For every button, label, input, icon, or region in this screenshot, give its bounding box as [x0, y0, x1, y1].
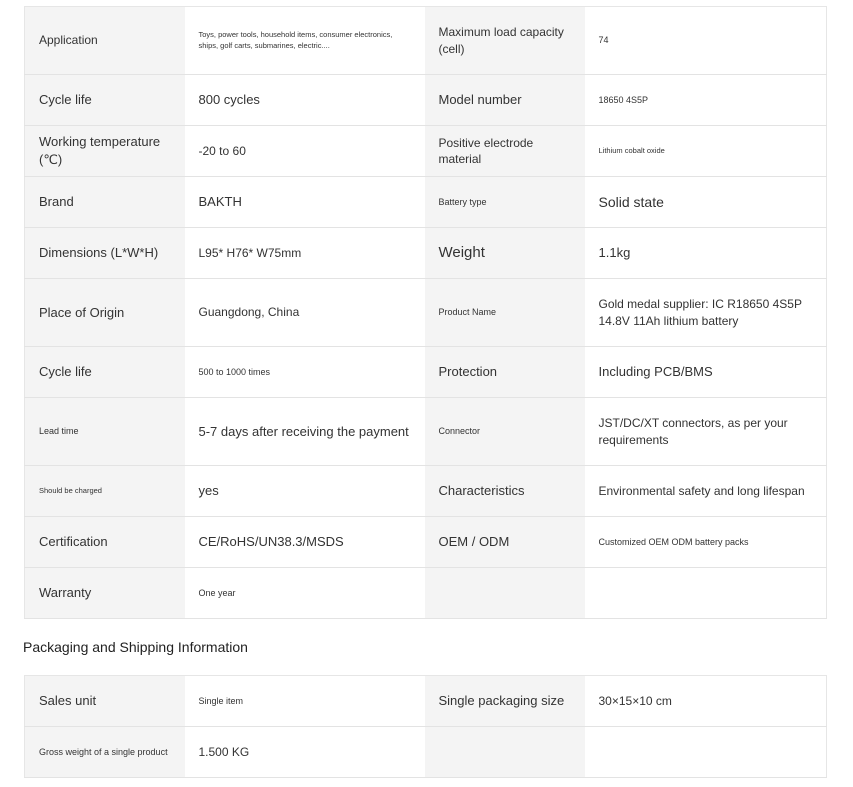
spec-value: 74	[585, 7, 827, 75]
spec-label: Lead time	[25, 398, 185, 466]
spec-value: Toys, power tools, household items, consumer electronics, ships, golf carts, submarines, electric....	[185, 7, 425, 75]
spec-label: Model number	[425, 75, 585, 126]
spec-value: Customized OEM ODM battery packs	[585, 517, 827, 568]
spec-label: Dimensions (L*W*H)	[25, 228, 185, 279]
spec-label: Product Name	[425, 279, 585, 347]
spec-label: Positive electrode material	[425, 126, 585, 177]
spec-value: Gold medal supplier: IC R18650 4S5P 14.8V 11Ah lithium battery	[585, 279, 827, 347]
spec-label: Sales unit	[25, 676, 185, 727]
table-row	[25, 279, 827, 347]
spec-label: Working temperature (℃)	[25, 126, 185, 177]
spec-value: Lithium cobalt oxide	[585, 126, 827, 177]
table-row	[25, 727, 827, 778]
section-title: Packaging and Shipping Information	[23, 639, 248, 655]
table-row	[25, 398, 827, 466]
spec-label: Warranty	[25, 568, 185, 619]
spec-value: 1.1kg	[585, 228, 827, 279]
spec-label: Weight	[425, 228, 585, 279]
spec-value: -20 to 60	[185, 126, 425, 177]
spec-value: 30×15×10 cm	[585, 676, 827, 727]
packaging-table	[24, 675, 827, 778]
spec-value: JST/DC/XT connectors, as per your requirements	[585, 398, 827, 466]
spec-table-body	[25, 7, 827, 619]
spec-label: Cycle life	[25, 347, 185, 398]
table-row	[25, 75, 827, 126]
spec-value: BAKTH	[185, 177, 425, 228]
table-row	[25, 517, 827, 568]
spec-label: Characteristics	[425, 466, 585, 517]
spec-value	[585, 727, 827, 778]
spec-value: L95* H76* W75mm	[185, 228, 425, 279]
spec-label	[425, 568, 585, 619]
spec-value: yes	[185, 466, 425, 517]
spec-value	[585, 568, 827, 619]
spec-label: Place of Origin	[25, 279, 185, 347]
spec-value: CE/RoHS/UN38.3/MSDS	[185, 517, 425, 568]
spec-value: Guangdong, China	[185, 279, 425, 347]
spec-label: Certification	[25, 517, 185, 568]
table-row	[25, 7, 827, 75]
spec-value: Single item	[185, 676, 425, 727]
spec-value: Including PCB/BMS	[585, 347, 827, 398]
spec-label: Protection	[425, 347, 585, 398]
spec-value: 800 cycles	[185, 75, 425, 126]
spec-label: Cycle life	[25, 75, 185, 126]
spec-label: Maximum load capacity (cell)	[425, 7, 585, 75]
table-row	[25, 177, 827, 228]
spec-label: Gross weight of a single product	[25, 727, 185, 778]
spec-value: 18650 4S5P	[585, 75, 827, 126]
spec-table	[24, 6, 827, 619]
spec-label: Connector	[425, 398, 585, 466]
table-row	[25, 347, 827, 398]
spec-label: Single packaging size	[425, 676, 585, 727]
table-row	[25, 568, 827, 619]
spec-value: One year	[185, 568, 425, 619]
spec-value: 5-7 days after receiving the payment	[185, 398, 425, 466]
table-row	[25, 466, 827, 517]
spec-label: Battery type	[425, 177, 585, 228]
spec-value: 500 to 1000 times	[185, 347, 425, 398]
spec-label: Brand	[25, 177, 185, 228]
spec-value: 1.500 KG	[185, 727, 425, 778]
table-row	[25, 228, 827, 279]
spec-label: Should be charged	[25, 466, 185, 517]
table-row	[25, 126, 827, 177]
packaging-table-body	[25, 676, 827, 778]
spec-label: Application	[25, 7, 185, 75]
spec-label: OEM / ODM	[425, 517, 585, 568]
spec-value: Environmental safety and long lifespan	[585, 466, 827, 517]
spec-value: Solid state	[585, 177, 827, 228]
table-row	[25, 676, 827, 727]
spec-label	[425, 727, 585, 778]
